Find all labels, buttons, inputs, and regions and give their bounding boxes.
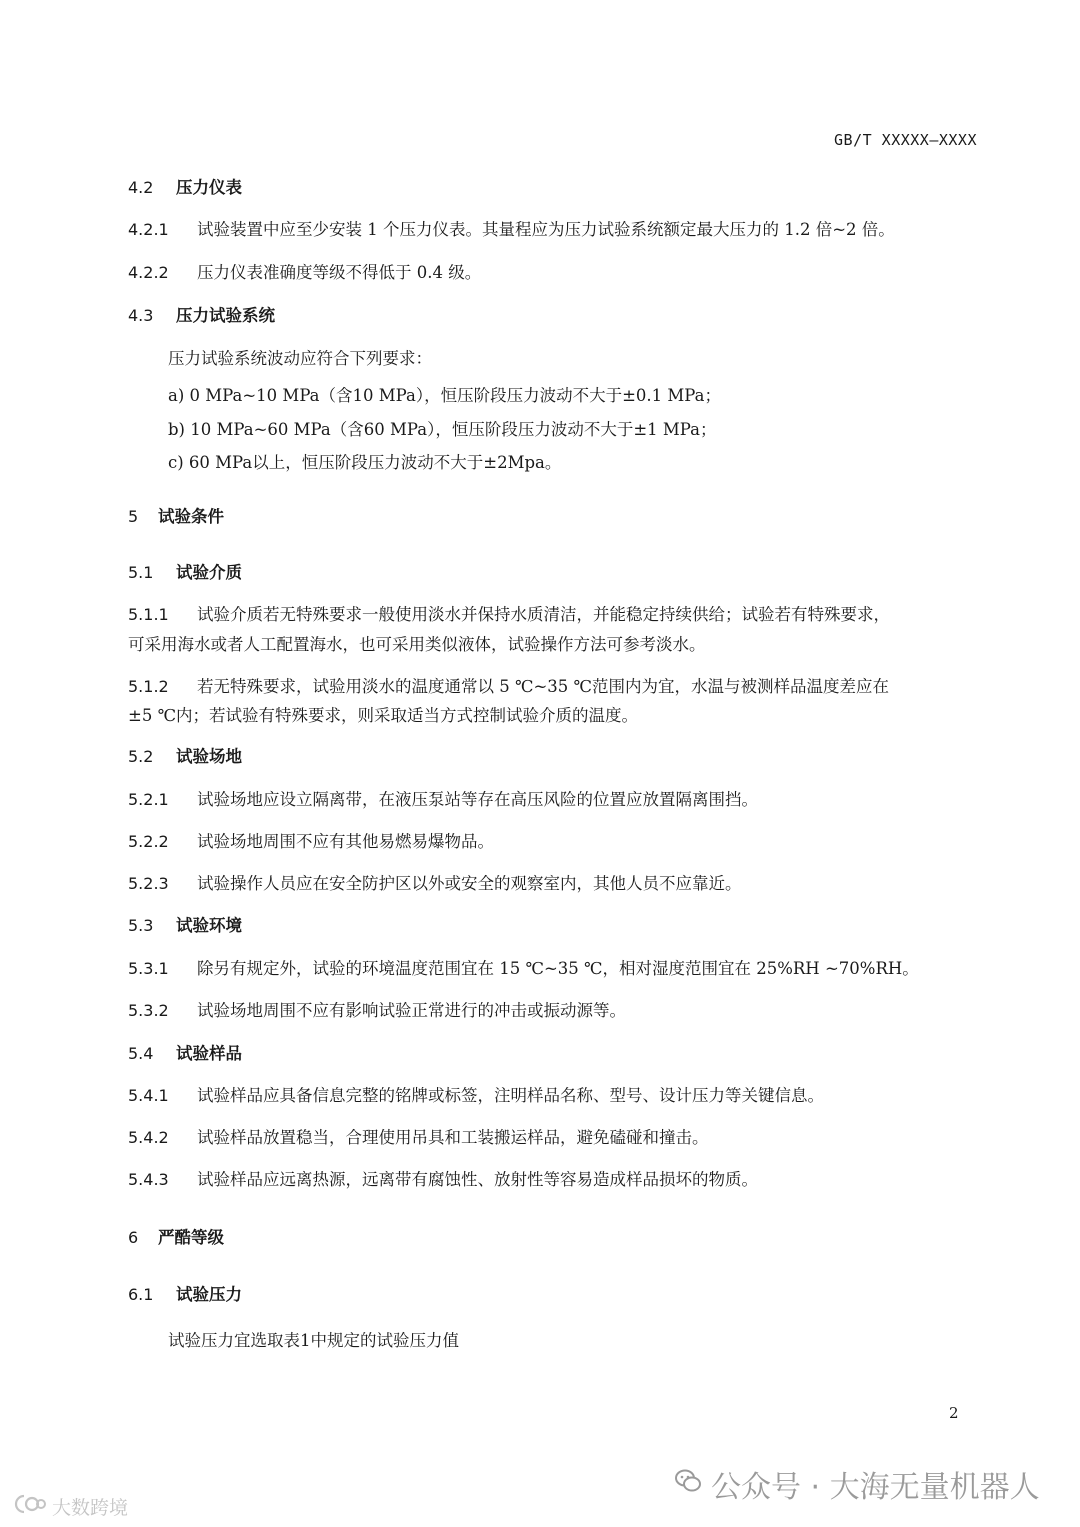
chapter-title: 严酷等级 [158, 1228, 224, 1247]
clause [128, 999, 626, 1023]
section-title: 试验压力 [176, 1285, 242, 1304]
clause-number: 5.3.2 [128, 1001, 169, 1020]
clause [128, 675, 889, 699]
section-title: 压力仪表 [176, 178, 242, 197]
clause-number: 5.3.1 [128, 959, 169, 978]
clause-text: 试验介质若无特殊要求一般使用淡水并保持水质清洁，并能稳定持续供给；试验若有特殊要求， [197, 605, 890, 624]
section-heading [128, 176, 242, 200]
chapter-heading [128, 1226, 224, 1250]
clause-text: 试验场地周围不应有其他易燃易爆物品。 [197, 832, 494, 851]
clause-text: 压力仪表准确度等级不得低于 0.4 级。 [197, 263, 482, 282]
clause-text: 试验场地周围不应有影响试验正常进行的冲击或振动源等。 [197, 1001, 626, 1020]
section-title: 试验介质 [176, 563, 242, 582]
clause [128, 788, 758, 812]
section-heading [128, 304, 275, 328]
wechat-icon [675, 1467, 701, 1502]
section-heading [128, 561, 242, 585]
clause-text: 除另有规定外，试验的环境温度范围宜在 15 ℃~35 ℃，相对湿度范围宜在 25%RH ~70%RH。 [197, 959, 919, 978]
section-number: 4.2 [128, 178, 154, 197]
footer-brand [675, 1462, 1040, 1506]
clause [128, 957, 919, 981]
clause-number: 5.2.3 [128, 874, 169, 893]
paragraph: 压力试验系统波动应符合下列要求： [168, 349, 432, 368]
clause-number: 4.2.2 [128, 263, 169, 282]
document-code: GB/T XXXXX—XXXX [834, 131, 977, 149]
clause [128, 218, 895, 242]
clause-text: 试验装置中应至少安装 1 个压力仪表。其量程应为压力试验系统额定最大压力的 1.2 倍~2 倍。 [197, 220, 895, 239]
clause-number: 4.2.1 [128, 220, 169, 239]
clause-text: 试验操作人员应在安全防护区以外或安全的观察室内，其他人员不应靠近。 [197, 874, 742, 893]
clause-number: 5.2.1 [128, 790, 169, 809]
watermark-text: 大数跨境 [52, 1497, 129, 1519]
clause-number: 5.4.2 [128, 1128, 169, 1147]
chapter-heading [128, 505, 224, 529]
clause [128, 1126, 709, 1150]
clause [128, 830, 494, 854]
list-item-a: a) 0 MPa~10 MPa（含10 MPa），恒压阶段压力波动不大于±0.1 MPa； [168, 386, 721, 405]
chapter-number: 5 [128, 507, 139, 526]
clause-text: 试验场地应设立隔离带，在液压泵站等存在高压风险的位置应放置隔离围挡。 [197, 790, 758, 809]
clause-continuation: 可采用海水或者人工配置海水，也可采用类似液体，试验操作方法可参考淡水。 [128, 635, 706, 654]
clause-number: 5.4.1 [128, 1086, 169, 1105]
paragraph: 试验压力宜选取表1中规定的试验压力值 [168, 1331, 459, 1350]
clause [128, 1168, 758, 1192]
list-item-c: c) 60 MPa以上，恒压阶段压力波动不大于±2Mpa。 [168, 453, 562, 472]
list-item-b: b) 10 MPa~60 MPa（含60 MPa），恒压阶段压力波动不大于±1 MPa； [168, 420, 717, 439]
page-number: 2 [949, 1404, 959, 1422]
section-number: 5.3 [128, 916, 154, 935]
clause-number: 5.1.2 [128, 677, 169, 696]
clause-continuation: ±5 ℃内；若试验有特殊要求，则采取适当方式控制试验介质的温度。 [128, 706, 639, 725]
clause-text: 试验样品放置稳当，合理使用吊具和工装搬运样品，避免磕碰和撞击。 [197, 1128, 709, 1147]
section-number: 4.3 [128, 306, 154, 325]
section-title: 试验环境 [176, 916, 242, 935]
section-number: 5.4 [128, 1044, 154, 1063]
clause [128, 872, 742, 896]
clause-number: 5.4.3 [128, 1170, 169, 1189]
clause-number: 5.2.2 [128, 832, 169, 851]
clause [128, 261, 481, 285]
footer-brand-text: 公众号 · 大海无量机器人 [711, 1470, 1040, 1505]
clause-number: 5.1.1 [128, 605, 169, 624]
clause [128, 1084, 824, 1108]
watermark [10, 1493, 128, 1520]
section-title: 试验场地 [176, 747, 242, 766]
chapter-title: 试验条件 [158, 507, 224, 526]
section-number: 5.2 [128, 747, 154, 766]
clause-text: 若无特殊要求，试验用淡水的温度通常以 5 ℃~35 ℃范围内为宜，水温与被测样品温度差应在 [197, 677, 889, 696]
section-heading [128, 1283, 242, 1307]
chapter-number: 6 [128, 1228, 139, 1247]
section-heading [128, 745, 242, 769]
clause-text: 试验样品应具备信息完整的铭牌或标签，注明样品名称、型号、设计压力等关键信息。 [197, 1086, 824, 1105]
section-title: 试验样品 [176, 1044, 242, 1063]
section-heading [128, 914, 242, 938]
clause [128, 603, 890, 627]
section-title: 压力试验系统 [176, 306, 275, 325]
section-heading [128, 1042, 242, 1066]
section-number: 5.1 [128, 563, 154, 582]
clause-text: 试验样品应远离热源，远离带有腐蚀性、放射性等容易造成样品损坏的物质。 [197, 1170, 758, 1189]
watermark-logo-icon [10, 1493, 48, 1520]
section-number: 6.1 [128, 1285, 154, 1304]
